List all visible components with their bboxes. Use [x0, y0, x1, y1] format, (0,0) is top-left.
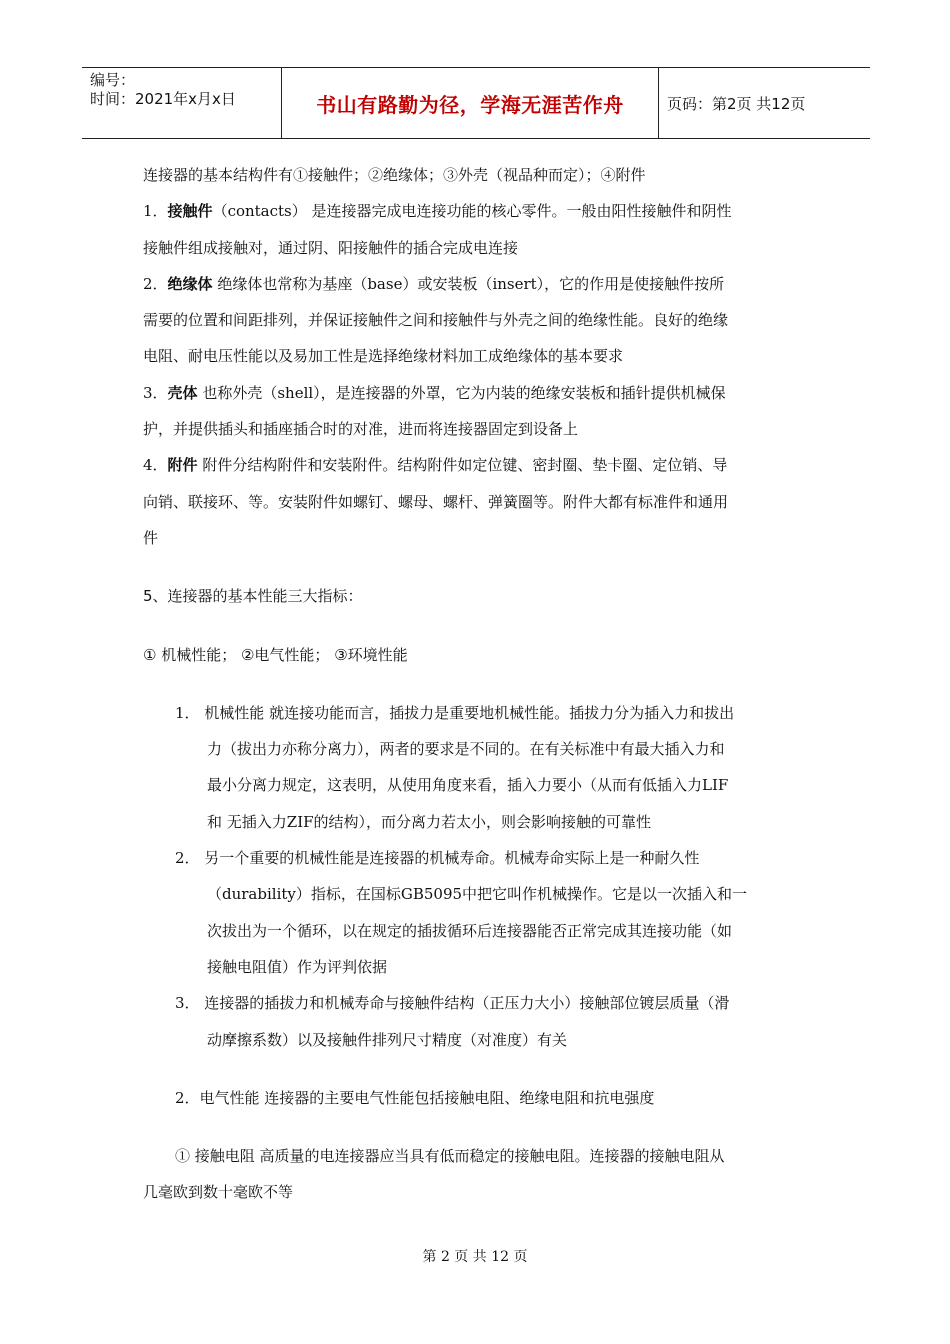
header-meta — [82, 68, 282, 138]
header-motto: 书山有路勤为径，学海无涯苦作舟 — [282, 68, 659, 138]
mechanical-item-2-cont: 次拔出为一个循环，以在规定的插拔循环后连接器能否正常完成其连接功能（如 — [207, 921, 733, 940]
accessories-paragraph — [143, 447, 813, 483]
accessories-text: 附件分结构附件和安装附件。结构附件如定位键、密封圈、垫卡圈、定位销、导 — [197, 456, 728, 475]
mechanical-item-2-cont: （durability）指标，在国标GB5095中把它叫作机械操作。它是以一次插入和一 — [207, 885, 748, 904]
insulator-text: 绝缘体也常称为基座（base）或安装板（insert），它的作用是使接触件按所 — [212, 274, 725, 293]
document-body — [143, 157, 813, 1211]
shell-paragraph-cont: 护，并提供插头和插座插合时的对准，进而将连接器固定到设备上 — [143, 420, 579, 439]
shell-num: 3． — [143, 383, 168, 402]
accessories-title: 附件 — [167, 456, 198, 475]
contacts-text: （contacts） 是连接器完成电连接功能的核心零件。一般由阳性接触件和阴性 — [212, 202, 732, 221]
intro-paragraph: 连接器的基本结构件有①接触件；②绝缘体；③外壳（视品种而定）；④附件 — [143, 166, 646, 184]
shell-paragraph — [143, 375, 813, 411]
mechanical-item-1-cont: 力（拔出力亦称分离力），两者的要求是不同的。在有关标准中有最大插入力和 — [207, 740, 725, 759]
insulator-num: 2． — [143, 274, 168, 293]
contact-resistance-paragraph: ① 接触电阻 高质量的电连接器应当具有低而稳定的接触电阻。连接器的接触电阻从 — [175, 1147, 725, 1166]
insulator-title: 绝缘体 — [167, 274, 213, 293]
page-footer: 第 2 页 共 12 页 — [422, 1249, 528, 1265]
mechanical-item-2-cont: 接触电阻值）作为评判依据 — [207, 957, 388, 976]
time-label: 时间：2021年x月x日 — [90, 90, 236, 108]
electrical-heading: 2．电气性能 连接器的主要电气性能包括接触电阻、绝缘电阻和抗电强度 — [175, 1088, 655, 1107]
section-5-items: ① 机械性能； ②电气性能； ③环境性能 — [143, 645, 408, 664]
shell-title: 壳体 — [167, 383, 198, 402]
contacts-paragraph — [143, 193, 813, 229]
mechanical-item-1-cont: 最小分离力规定，这表明，从使用角度来看，插入力要小（从而有低插入力LIF — [207, 776, 729, 795]
mechanical-item-2: 2． 另一个重要的机械性能是连接器的机械寿命。机械寿命实际上是一种耐久性 — [175, 849, 700, 868]
shell-text: 也称外壳（shell），是连接器的外罩，它为内装的绝缘安装板和插针提供机械保 — [197, 383, 726, 402]
insulator-paragraph-cont: 电阻、耐电压性能以及易加工性是选择绝缘材料加工成绝缘体的基本要求 — [143, 347, 624, 366]
section-5-title: 5、连接器的基本性能三大指标： — [143, 587, 363, 606]
contacts-num: 1． — [143, 202, 168, 221]
contacts-title: 接触件 — [167, 202, 213, 221]
page-header — [82, 67, 870, 139]
accessories-paragraph-cont: 向销、联接环、等。安装附件如螺钉、螺母、螺杆、弹簧圈等。附件大都有标准件和通用 — [143, 492, 729, 511]
insulator-paragraph-cont: 需要的位置和间距排列，并保证接触件之间和接触件与外壳之间的绝缘性能。良好的绝缘 — [143, 311, 729, 330]
accessories-paragraph-cont: 件 — [143, 528, 159, 547]
mechanical-item-1: 1． 机械性能 就连接功能而言，插拔力是重要地机械性能。插拔力分为插入力和拔出 — [175, 703, 735, 722]
mechanical-item-3: 3． 连接器的插拔力和机械寿命与接触件结构（正压力大小）接触部位镀层质量（滑 — [175, 994, 730, 1013]
header-page-info: 页码：第2页 共12页 — [667, 94, 806, 113]
mechanical-item-1-cont: 和 无插入力ZIF的结构），而分离力若太小，则会影响接触的可靠性 — [207, 812, 652, 831]
contacts-paragraph-cont: 接触件组成接触对，通过阴、阳接触件的插合完成电连接 — [143, 238, 519, 257]
contact-resistance-paragraph-cont: 几毫欧到数十毫欧不等 — [143, 1183, 294, 1202]
mechanical-item-3-cont: 动摩擦系数）以及接触件排列尺寸精度（对准度）有关 — [207, 1030, 568, 1049]
insulator-paragraph — [143, 266, 813, 302]
accessories-num: 4． — [143, 456, 168, 475]
number-label: 编号： — [90, 71, 136, 89]
